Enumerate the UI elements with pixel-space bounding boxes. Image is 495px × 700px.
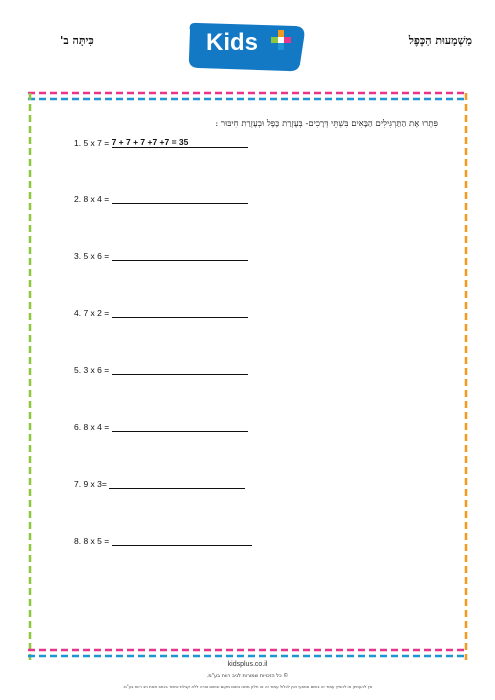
exercise-label: 8. 8 x 5 = (74, 536, 112, 546)
exercise-label: 6. 8 x 4 = (74, 422, 112, 432)
exercise-label: 2. 8 x 4 = (74, 194, 112, 204)
exercise-label: 3. 5 x 6 = (74, 251, 112, 261)
exercise-label: 1. 5 x 7 = (74, 138, 112, 148)
exercise-label: 7. 9 x 3= (74, 479, 110, 489)
exercise-3 (74, 250, 248, 261)
answer-line[interactable]: 7 + 7 + 7 +7 +7 = 35 (112, 137, 248, 148)
answer-line[interactable] (112, 421, 248, 432)
answer-line[interactable] (112, 193, 248, 204)
exercise-7 (74, 478, 245, 489)
logo-text: Kids (206, 29, 259, 56)
footer-copyright: © כל הזכויות שמורות לניב רווח בע"מ. (206, 673, 289, 679)
exercise-4 (74, 307, 248, 318)
exercise-2 (74, 193, 248, 204)
footer-note: אין להעתיק או להפיץ עמוד זה בשום אמצעי ואין לכלול עמוד זה או חלק ממנו בשום מקום ובשום צורה ללא קבלת אישור בכתב מאת ניב רווח בע"מ. (122, 684, 373, 689)
exercise-5 (74, 364, 248, 375)
exercise-8 (74, 535, 252, 546)
grade-label: כִּיתָּה ב' (60, 34, 94, 47)
exercise-1 (74, 137, 248, 148)
footer-website: kidsplus.co.il (227, 661, 268, 668)
exercise-label: 5. 3 x 6 = (74, 365, 112, 375)
logo-subtext: ניב רווח (229, 52, 271, 65)
exercise-6 (74, 421, 248, 432)
answer-line[interactable] (112, 535, 252, 546)
worksheet-title: מַשְׁמָעוּת הַכֶּפֶל (408, 34, 472, 47)
exercise-label: 4. 7 x 2 = (74, 308, 112, 318)
answer-line[interactable] (112, 307, 248, 318)
answer-line[interactable] (112, 250, 248, 261)
answer-line[interactable] (112, 364, 248, 375)
answer-line[interactable] (109, 478, 245, 489)
instructions: פִּתְרוּ אֶת הַתַּרְגִּילִים הַבָּאִים בִּשְׁתֵּי דְּרָכִים- בְּעֶזְרַת כֶּפֶל וּבְעֶזְרַת חִיבּוּר : (215, 119, 438, 129)
